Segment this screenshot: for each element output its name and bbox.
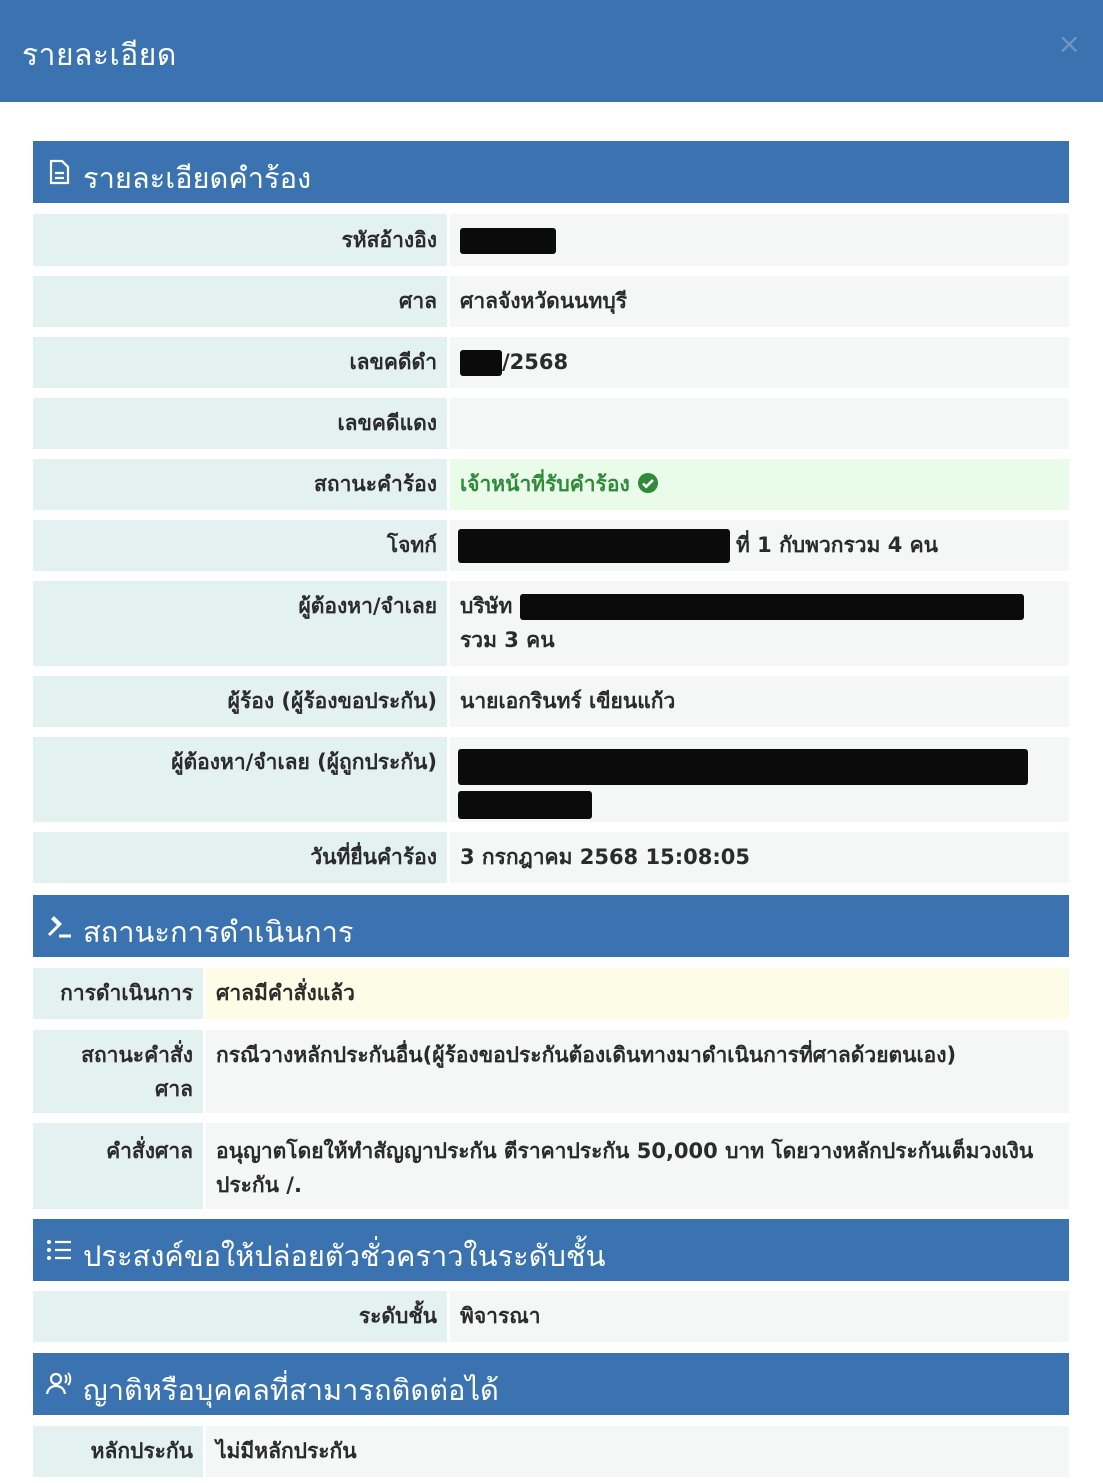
defendant-value [450, 581, 1069, 666]
row-defendant [33, 581, 1069, 666]
check-circle-icon [638, 473, 658, 493]
court-value: ศาลจังหวัดนนทบุรี [450, 276, 1069, 327]
court-order-value: อนุญาตโดยให้ทำสัญญาประกัน ตีราคาประกัน 50,000 บาท โดยวางหลักประกันเต็มวงเงินประกัน /. [206, 1123, 1069, 1209]
insured-value [450, 737, 1069, 822]
modal-title: รายละเอียด [22, 38, 177, 73]
redacted-block [460, 228, 556, 254]
row-action [33, 968, 1069, 1019]
status-text: เจ้าหน้าที่รับคำร้อง [460, 472, 630, 496]
row-black-case [33, 337, 1069, 388]
black-case-value [450, 337, 1069, 388]
section-title: รายละเอียดคำร้อง [83, 161, 312, 195]
level-value: พิจารณา [450, 1291, 1069, 1342]
reference-label: รหัสอ้างอิง [33, 214, 447, 266]
plaintiff-value [450, 520, 1069, 571]
order-status-label-line2: ศาล [155, 1077, 193, 1101]
action-label: การดำเนินการ [33, 968, 203, 1019]
redacted-block [460, 350, 502, 376]
plaintiff-label: โจทก์ [33, 520, 447, 571]
filing-date-value: 3 กรกฎาคม 2568 15:08:05 [450, 832, 1069, 883]
row-court [33, 276, 1069, 327]
section-release-level [33, 1219, 1069, 1281]
order-status-label-line1: สถานะคำสั่ง [81, 1043, 193, 1067]
black-case-year: /2568 [502, 350, 569, 374]
black-case-label: เลขคดีดำ [33, 337, 447, 388]
redacted-block [520, 594, 1024, 620]
row-plaintiff [33, 520, 1069, 571]
redacted-block [458, 791, 592, 819]
reference-value [450, 214, 1069, 266]
order-status-value: กรณีวางหลักประกันอื่น(ผู้ร้องขอประกันต้องเดินทางมาดำเนินการที่ศาลด้วยตนเอง) [206, 1030, 1069, 1113]
section-title: สถานะการดำเนินการ [83, 915, 354, 949]
level-label: ระดับชั้น [33, 1291, 447, 1342]
court-label: ศาล [33, 276, 447, 327]
petitioner-label: ผู้ร้อง (ผู้ร้องขอประกัน) [33, 676, 447, 727]
request-status-value [450, 459, 1069, 510]
row-red-case [33, 398, 1069, 449]
row-reference [33, 214, 1069, 266]
row-petitioner [33, 676, 1069, 727]
section-title: ประสงค์ขอให้ปล่อยตัวชั่วคราวในระดับชั้น [83, 1239, 606, 1273]
red-case-label: เลขคดีแดง [33, 398, 447, 449]
redacted-block [458, 529, 730, 563]
section-request-details [33, 141, 1069, 203]
insured-label: ผู้ต้องหา/จำเลย (ผู้ถูกประกัน) [33, 737, 447, 822]
row-filing-date [33, 832, 1069, 883]
row-level [33, 1291, 1069, 1342]
court-order-label: คำสั่งศาล [33, 1123, 203, 1209]
list-icon [45, 1236, 73, 1264]
petitioner-value: นายเอกรินทร์ เขียนแก้ว [450, 676, 1069, 727]
red-case-value [450, 398, 1069, 449]
order-status-label [33, 1030, 203, 1113]
redacted-block [458, 749, 1028, 785]
person-contact-icon [45, 1370, 73, 1398]
document-icon [45, 158, 73, 186]
section-title: ญาติหรือบุคคลที่สามารถติดต่อได้ [83, 1373, 499, 1407]
action-value: ศาลมีคำสั่งแล้ว [206, 968, 1069, 1019]
row-collateral [33, 1426, 1069, 1477]
row-insured [33, 737, 1069, 822]
defendant-label: ผู้ต้องหา/จำเลย [33, 581, 447, 666]
defendant-prefix: บริษัท [460, 594, 513, 618]
defendant-count: รวม 3 คน [460, 628, 555, 652]
modal-header [0, 0, 1103, 102]
close-icon[interactable]: × [1057, 27, 1081, 60]
filing-date-label: วันที่ยื่นคำร้อง [33, 832, 447, 883]
request-status-label: สถานะคำร้อง [33, 459, 447, 510]
section-relatives [33, 1353, 1069, 1415]
collateral-value: ไม่มีหลักประกัน [206, 1426, 1069, 1477]
collateral-label: หลักประกัน [33, 1426, 203, 1477]
row-court-order [33, 1123, 1069, 1209]
section-operation-status [33, 895, 1069, 957]
row-request-status [33, 459, 1069, 510]
row-order-status [33, 1030, 1069, 1113]
plaintiff-suffix: ที่ 1 กับพวกรวม 4 คน [736, 533, 939, 557]
gavel-icon [45, 912, 73, 940]
